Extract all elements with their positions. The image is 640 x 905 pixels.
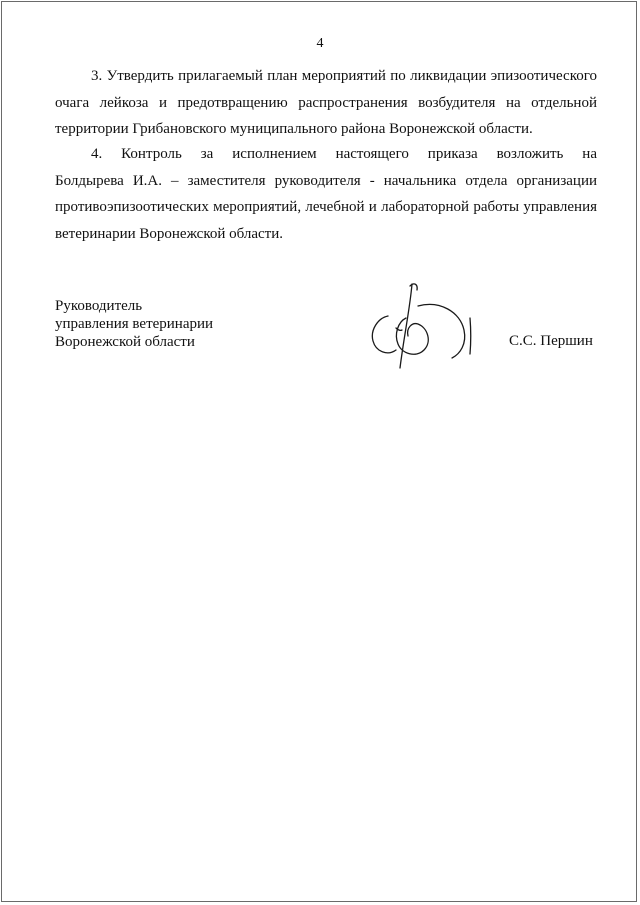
signer-position-line-2: управления ветеринарии	[55, 316, 214, 332]
paragraph-4-line-4: ветеринарии Воронежской области.	[55, 225, 284, 242]
paragraph-4-line-3: противоэпизоотических мероприятий, лечебной и лабораторной работы управления	[55, 199, 597, 215]
paragraph-3-line-2: очага лейкоза и предотвращению распространения возбудителя на отдельной	[55, 94, 597, 111]
signer-position	[55, 297, 213, 351]
paragraph-4	[55, 141, 597, 247]
signer-position-line-1: Руководитель	[55, 298, 143, 314]
paragraph-3-line-3: территории Грибановского муниципального района Воронежской области.	[55, 121, 533, 137]
paragraph-3-line-1: 3. Утвердить прилагаемый план мероприятий по ликвидации эпизоотического	[91, 68, 597, 84]
page-number: 4	[316, 36, 324, 51]
paragraph-4-line-2: Болдырева И.А. – заместителя руководителя - начальника отдела организации	[55, 172, 597, 189]
paragraph-4-line-1: 4. Контроль за исполнением настоящего приказа возложить на	[91, 146, 597, 162]
signer-position-line-3: Воронежской области	[55, 334, 195, 350]
signer-name: С.С. Першин	[509, 333, 593, 349]
handwritten-signature	[360, 278, 480, 378]
paragraph-3	[55, 63, 597, 143]
